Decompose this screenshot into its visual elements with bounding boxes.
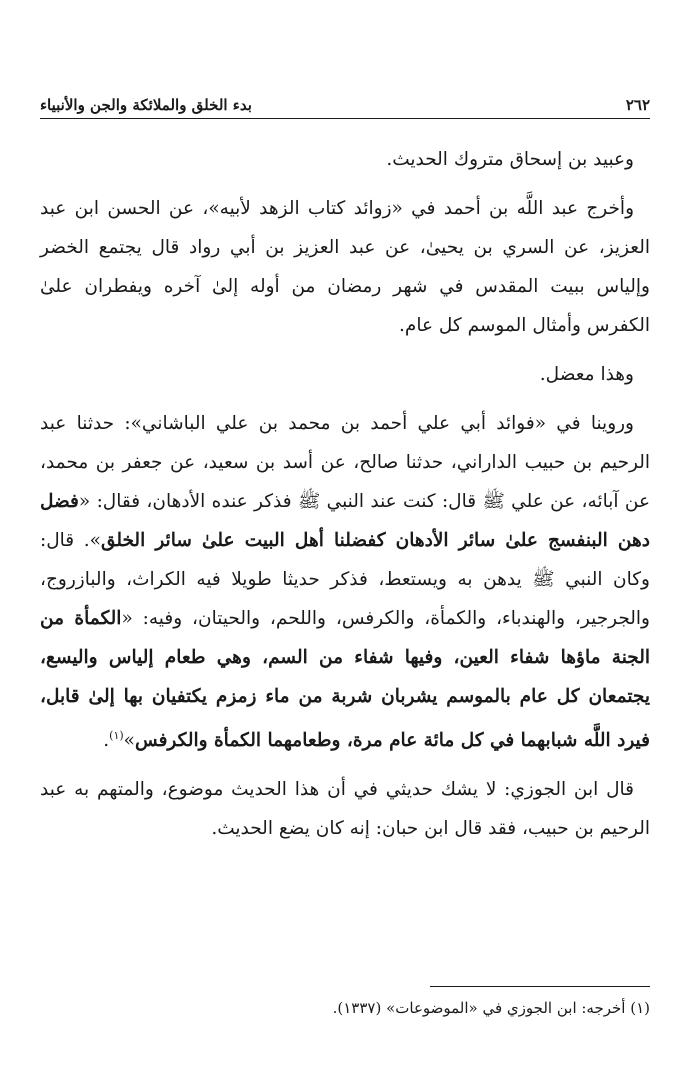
paragraph-4-text-a: وروينا في «فوائد أبي علي أحمد بن محمد بن علي الباشاني»: حدثنا عبد الرحيم بن حبيب الداراني، حدثنا صالح، عن أسد بن سعيد، عن جعفر بن محمد، عن آبائه، عن علي ﷺ قال: كنت عند النبي ﷺ فذكر عنده الأدهان، فقال: « xyxy=(40,413,650,512)
paragraph-4-text-b: ». قال: وكان النبي ﷺ يدهن به ويستعط، فذكر حديثا طويلا فيه الكراث، والبازروج، والجرجير، والهندباء، والكمأة، والكرفس، واللحم، والحيتان، وفيه: « xyxy=(40,530,650,629)
hadith-quote-2: الكمأة من الجنة ماؤها شفاء العين، وفيها شفاء من السم، وهي طعام إلياس واليسع، يجتمعان كل عام بالموسم يشربان شربة من ماء زمزم يكتفيان بها إلىٰ قابل، فيرد اللَّه شبابهما في كل مائة عام مرة، وطعامهما الكمأة والكرفس xyxy=(40,608,650,752)
hadith-quote-1: فضل دهن البنفسج علىٰ سائر الأدهان كفضلنا أهل البيت علىٰ سائر الخلق xyxy=(40,491,650,551)
running-header xyxy=(40,86,650,114)
paragraph-1: وعبيد بن إسحاق متروك الحديث. xyxy=(386,149,634,170)
paragraph-4-end: . xyxy=(103,730,110,752)
paragraph-5: قال ابن الجوزي: لا يشك حديثي في أن هذا الحديث موضوع، والمتهم به عبد الرحيم بن حبيب، فقد قال ابن حبان: إنه كان يضع الحديث. xyxy=(40,779,650,840)
paragraph-4-text-c: » xyxy=(123,730,135,752)
footnote-reference[interactable]: (١) xyxy=(109,729,124,742)
paragraph-2: وأخرج عبد اللَّه بن أحمد في «زوائد كتاب الزهد لأبيه»، عن الحسن ابن عبد العزيز، عن السري بن يحيىٰ، عن عبد العزيز بن أبي رواد قال يجتمع الخضر وإلياس ببيت المقدس في شهر رمضان من أوله إلىٰ آخره ويفطران علىٰ الكفرس وأمثال الموسم كل عام. xyxy=(40,198,650,336)
paragraph-4 xyxy=(40,404,650,760)
footnote-rule xyxy=(430,986,650,987)
main-text xyxy=(40,140,650,848)
chapter-title: بدء الخلق والملائكة والجن والأنبياء xyxy=(40,96,252,114)
page-number: ٢٦٢ xyxy=(625,96,650,114)
footnote: (١) أخرجه: ابن الجوزي في «الموضوعات» (١٣٣٧). xyxy=(332,999,650,1017)
paragraph-3: وهذا معضل. xyxy=(539,364,634,385)
header-rule xyxy=(40,118,650,119)
